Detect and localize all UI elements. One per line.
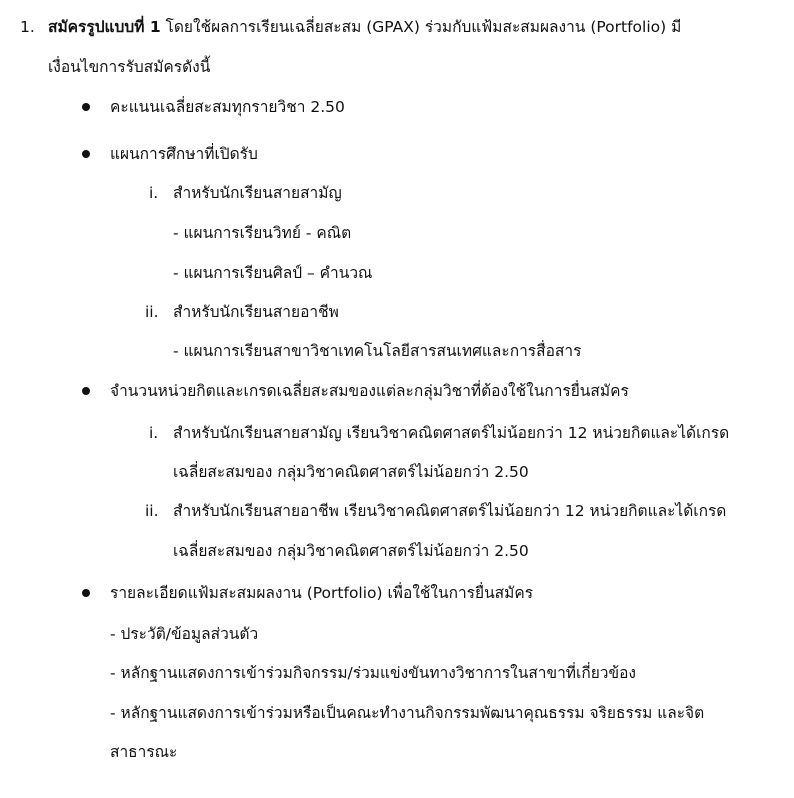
credits-i-line2: เฉลี่ยสะสมของ กลุ่มวิชาคณิตศาสตร์ไม่น้อยกว่า 2.50 [173,463,529,481]
bullet-icon [82,150,90,158]
item-title [48,16,681,38]
item-title-rest: โดยใช้ผลการเรียนเฉลี่ยสะสม (GPAX) ร่วมกับแฟ้มสะสมผลงาน (Portfolio) มี [160,18,682,36]
bullet-gpa: คะแนนเฉลี่ยสะสมทุกรายวิชา 2.50 [110,98,345,116]
plans-i-sub1: - แผนการเรียนวิทย์ - คณิต [173,224,352,242]
credits-marker-ii: ii. [145,502,159,520]
plans-ii-sub1: - แผนการเรียนสาขาวิชาเทคโนโลยีสารสนเทศและการสื่อสาร [173,342,582,360]
bullet-icon [82,103,90,111]
portfolio-item-3-continued: สาธารณะ [110,743,178,761]
credits-ii-line2: เฉลี่ยสะสมของ กลุ่มวิชาคณิตศาสตร์ไม่น้อยกว่า 2.50 [173,542,529,560]
plans-marker-ii: ii. [145,303,159,321]
item-title-continued: เงื่อนไขการรับสมัครดังนี้ [48,58,211,76]
bullet-icon [82,589,90,597]
portfolio-item-3: - หลักฐานแสดงการเข้าร่วมหรือเป็นคณะทำงานกิจกรรมพัฒนาคุณธรรม จริยธรรม และจิต [110,704,705,722]
bullet-credits: จำนวนหน่วยกิตและเกรดเฉลี่ยสะสมของแต่ละกลุ่มวิชาที่ต้องใช้ในการยื่นสมัคร [110,382,629,400]
credits-i-line1: สำหรับนักเรียนสายสามัญ เรียนวิชาคณิตศาสตร์ไม่น้อยกว่า 12 หน่วยกิตและได้เกรด [173,424,730,442]
plans-i-sub2: - แผนการเรียนศิลป์ – คำนวณ [173,264,373,282]
bullet-portfolio: รายละเอียดแฟ้มสะสมผลงาน (Portfolio) เพื่อใช้ในการยื่นสมัคร [110,584,534,602]
plans-ii-label: สำหรับนักเรียนสายอาชีพ [173,303,339,321]
bullet-plans: แผนการศึกษาที่เปิดรับ [110,145,258,163]
plans-marker-i: i. [149,184,159,202]
credits-ii-line1: สำหรับนักเรียนสายอาชีพ เรียนวิชาคณิตศาสตร์ไม่น้อยกว่า 12 หน่วยกิตและได้เกรด [173,502,727,520]
credits-marker-i: i. [149,424,159,442]
bullet-icon [82,387,90,395]
portfolio-item-2: - หลักฐานแสดงการเข้าร่วมกิจกรรม/ร่วมแข่งขันทางวิชาการในสาขาที่เกี่ยวข้อง [110,664,636,682]
portfolio-item-1: - ประวัติ/ข้อมูลส่วนตัว [110,625,259,643]
item-number: 1. [20,18,35,36]
plans-i-label: สำหรับนักเรียนสายสามัญ [173,184,342,202]
item-title-bold: สมัครรูปแบบที่ 1 [48,18,161,36]
